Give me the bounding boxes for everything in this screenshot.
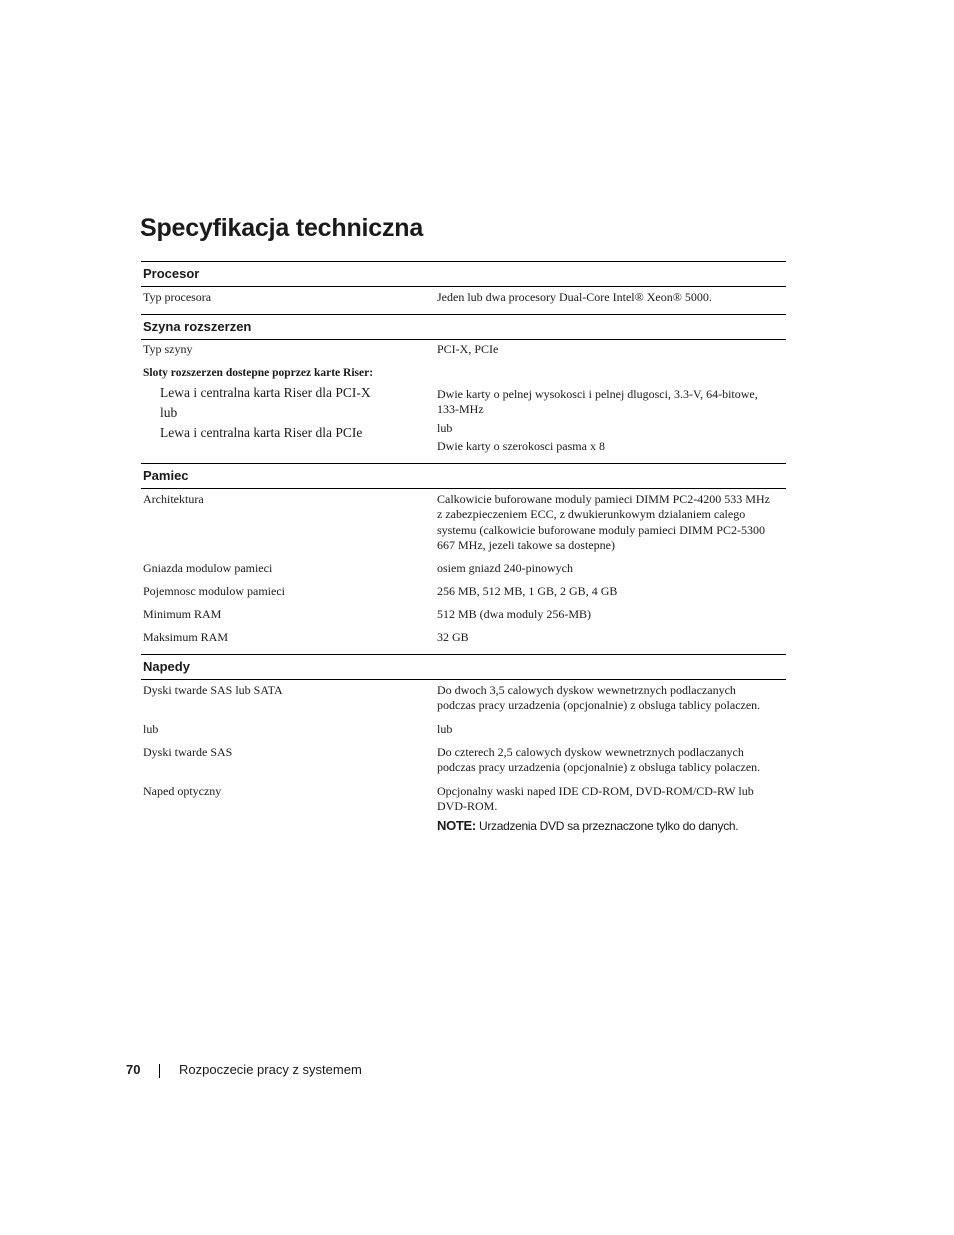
- spec-label: Maksimum RAM: [143, 630, 229, 644]
- note-label: NOTE:: [437, 817, 476, 833]
- riser-value-or: lub: [437, 420, 453, 435]
- spec-row-naped-optyczny: [141, 784, 786, 835]
- section-heading-pamiec: Pamiec: [141, 463, 786, 489]
- riser-value-pcie: Dwie karty o szerokosci pasma x 8: [437, 439, 605, 453]
- spec-label: lub: [143, 721, 159, 736]
- spec-row-riser-heading: [141, 366, 786, 382]
- spec-label: Dyski twarde SAS: [143, 744, 233, 759]
- spec-value-line: systemu (calkowicie buforowane moduly pamieci DIMM PC2-5300: [437, 522, 765, 537]
- riser-value-line: 133-MHz: [437, 402, 484, 416]
- spec-label: Typ szyny: [143, 341, 193, 356]
- spec-label: Naped optyczny: [143, 783, 222, 798]
- spec-label: Minimum RAM: [143, 607, 222, 621]
- spec-value-line: podczas pracy urzadzenia (opcjonalnie) z obsluga tablicy polaczen.: [437, 760, 761, 774]
- spec-value: [437, 683, 786, 714]
- footer-title: Rozpoczecie pracy z systemem: [179, 1062, 362, 1077]
- spec-row-typ-procesora: [141, 290, 786, 306]
- spec-label: Architektura: [143, 491, 204, 506]
- spec-label: Pojemnosc modulow pamieci: [143, 583, 285, 598]
- page-footer: [126, 1062, 362, 1077]
- spec-value-line: Do dwoch 3,5 calowych dyskow wewnetrznych podlaczanych: [437, 682, 736, 697]
- riser-sub-pcix: Lewa i centralna karta Riser dla PCI-X: [160, 384, 371, 400]
- spec-value: 256 MB, 512 MB, 1 GB, 2 GB, 4 GB: [437, 583, 618, 598]
- spec-row-minimum-ram: [141, 607, 786, 623]
- spec-row-architektura: [141, 492, 786, 554]
- spec-row-gniazda: [141, 561, 786, 577]
- spec-row-typ-szyny: [141, 342, 786, 358]
- spec-value: Jeden lub dwa procesory Dual-Core Intel® Xeon® 5000.: [437, 290, 712, 304]
- page-title: Specyfikacja techniczna: [140, 214, 424, 242]
- spec-value: osiem gniazd 240-pinowych: [437, 560, 573, 575]
- spec-row-sas: [141, 745, 786, 776]
- spec-value: [437, 492, 786, 554]
- spec-row-pojemnosc: [141, 584, 786, 600]
- spec-value-line: DVD-ROM.: [437, 799, 498, 813]
- spec-label: Typ procesora: [143, 290, 212, 304]
- spec-value-line: Do czterech 2,5 calowych dyskow wewnetrznych podlaczanych: [437, 744, 744, 759]
- spec-table: [141, 261, 786, 834]
- riser-sub-or: lub: [160, 404, 178, 420]
- spec-row-riser: [141, 383, 786, 455]
- spec-value: [437, 745, 786, 776]
- spec-label: Dyski twarde SAS lub SATA: [143, 682, 283, 697]
- spec-label: Gniazda modulow pamieci: [143, 560, 273, 575]
- spec-value: lub: [437, 721, 453, 736]
- section-heading-szyna: Szyna rozszerzen: [141, 314, 786, 340]
- note-text: Urzadzenia DVD sa przeznaczone tylko do danych.: [478, 818, 739, 833]
- section-heading-napedy: Napedy: [141, 654, 786, 680]
- spec-row-sas-sata: [141, 683, 786, 714]
- riser-sub-pcie: Lewa i centralna karta Riser dla PCIe: [160, 424, 363, 440]
- page-number: 70: [126, 1062, 141, 1077]
- spec-value-line: z zabezpieczeniem ECC, z dwukierunkowym dzialaniem calego: [437, 507, 746, 521]
- spec-value: [437, 784, 786, 835]
- section-heading-procesor: Procesor: [141, 261, 786, 287]
- spec-value-line: Opcjonalny waski naped IDE CD-ROM, DVD-ROM/CD-RW lub: [437, 783, 754, 798]
- spec-value-line: podczas pracy urzadzenia (opcjonalnie) z obsluga tablicy polaczen.: [437, 698, 761, 712]
- riser-value-line: Dwie karty o pelnej wysokosci i pelnej dlugosci, 3.3-V, 64-bitowe,: [437, 386, 758, 401]
- riser-values: [437, 383, 786, 455]
- spec-label: Sloty rozszerzen dostepne poprzez karte Riser:: [143, 367, 374, 379]
- spec-row-or: [141, 722, 786, 738]
- spec-value-line: Calkowicie buforowane moduly pamieci DIMM PC2-4200 533 MHz: [437, 491, 770, 506]
- spec-value: 32 GB: [437, 630, 469, 644]
- footer-separator: [159, 1064, 160, 1078]
- spec-value: 512 MB (dwa moduly 256-MB): [437, 607, 591, 621]
- spec-value-line: 667 MHz, jezeli takowe sa dostepne): [437, 538, 615, 552]
- spec-row-maksimum-ram: [141, 630, 786, 646]
- spec-value: PCI-X, PCIe: [437, 341, 499, 356]
- note: [437, 818, 786, 835]
- riser-options: [141, 383, 437, 455]
